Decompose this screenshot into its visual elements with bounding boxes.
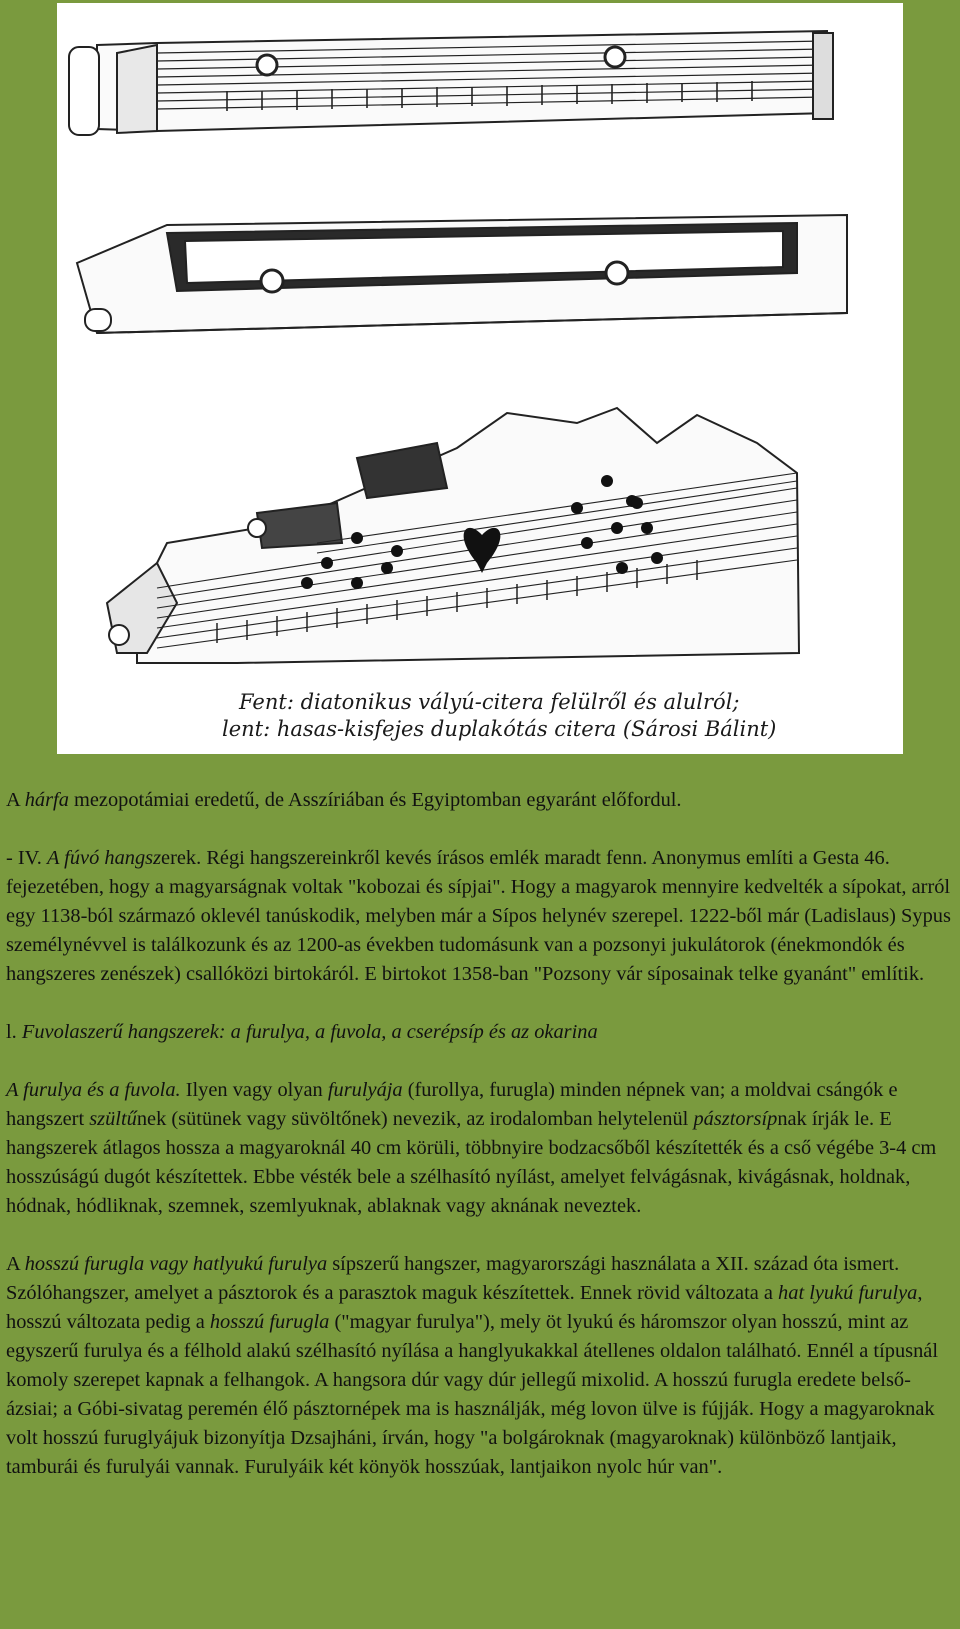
text-run: mezopotámiai eredetű, de Asszíriában és Egyiptomban egyaránt előfordul. <box>68 789 682 811</box>
article-text <box>6 786 956 1511</box>
emphasis-harfa: hárfa <box>24 789 69 811</box>
text-run: Ilyen vagy olyan <box>180 1079 328 1101</box>
emphasis-term: hat lyukú furulya <box>778 1282 918 1304</box>
emphasis-furulya-heading: A furulya és a fuvola. <box>6 1079 181 1101</box>
caption-line-2: lent: hasas-kisfejes duplakótás citera (Sárosi Bálint) <box>222 717 777 741</box>
text-run: nak írják le. E hangszerek átlagos hossza a magyaroknál 40 cm körüli, többnyire bodzacsőből készítették és a cső végébe 3-4 cm hosszúságú dugót készítettek. Ebbe vésték bele a szélhasító nyílást, amelyet felvágásnak, kivágásnak, holdnak, hódnak, hódliknak, szemnek, szemlyuknak, ablaknak vagy aknának neveztek. <box>6 1108 937 1217</box>
emphasis-term: hosszú furugla <box>209 1311 330 1333</box>
emphasis-term: hosszú furugla vagy hatlyukú furulya <box>24 1253 328 1275</box>
trough-zither-top-view <box>69 31 833 135</box>
paragraph-long-furugla <box>6 1250 956 1482</box>
emphasis-term: szültű <box>89 1108 137 1130</box>
text-run: (furollya, furugla) minden népnek van; a moldvai csángók e hangszert <box>6 1079 898 1130</box>
trough-zither-bottom-view <box>77 215 847 333</box>
text-run: l. <box>6 1021 22 1043</box>
subheading-flute-instruments: Fuvolaszerű hangszerek: a furulya, a fuvola, a cserépsíp és az okarina <box>21 1021 598 1043</box>
text-run: , hosszú változata pedig a <box>6 1282 923 1333</box>
text-run: A <box>6 1253 25 1275</box>
zither-drawing <box>57 3 903 754</box>
text-run: ("magyar furulya"), mely öt lyukú és háromszor olyan hosszú, mint az egyszerű furulya és a félhold alakú szélhasító nyílása a hanglyukakkal átellenes oldalon található. Ennél a típusnál komoly szerepet kapnak a felhangok. A hangsora dúr vagy dúr jellegű mixolid. A hosszú furugla eredete belső-ázsiai; a Góbi-sivatag peremén élő pásztornépek ma is használják, még lovon ülve is fújják. Hogy a magyaroknak volt hosszú furuglyájuk bizonyítja Dzsajháni, írván, hogy "a bolgároknak (magyaroknak) különböző lantjaik, tamburái és furulyái vannak. Furulyáik két könyök hosszúak, lantjaikon nyolc húr van". <box>6 1311 938 1478</box>
text-run: sípszerű hangszer, magyarországi használata a XII. század óta ismert. Szólóhangszer, amelyet a pásztorok és a parasztok maguk készítettek. Ennek rövid változata a <box>6 1253 900 1304</box>
caption-line-1: Fent: diatonikus vályú-citera felülről és alulról; <box>239 690 740 714</box>
emphasis-section-title: A fúvó hangsz <box>46 847 162 869</box>
text-run: nek (sütünek vagy süvöltőnek) nevezik, az irodalomban helytelenül <box>136 1108 694 1130</box>
zither-illustration <box>57 3 903 754</box>
emphasis-term: pásztorsíp <box>693 1108 778 1130</box>
belly-zither <box>107 408 799 663</box>
text-run: erek. Régi hangszereinkről kevés írásos emlék maradt fenn. Anonymus említi a Gesta 46. fejezetében, hogy a magyarságnak voltak "kobozai és sípjai". Hogy a magyarok mennyire kedvelték a sípokat, arról egy 1138-ból származó oklevél tanúskodik, melyben már a Sípos helynév szerepel. 1222-ből már (Ladislaus) Sypus személynévvel is találkozunk és az 1200-as években tudomásunk van a pozsonyi jukulátorok (énekmondók és hangszeres zenészek) csallóközi birtokáról. E birtokot 1358-ban "Pozsony vár síposainak telke gyanánt" említik. <box>6 847 951 985</box>
paragraph-flute-heading <box>6 1018 956 1047</box>
paragraph-wind-instruments <box>6 844 956 989</box>
text-run: A <box>6 789 25 811</box>
paragraph-furulya <box>6 1076 956 1221</box>
text-run: - IV. <box>6 847 47 869</box>
emphasis-term: furulyája <box>327 1079 403 1101</box>
paragraph-harp <box>6 786 956 815</box>
